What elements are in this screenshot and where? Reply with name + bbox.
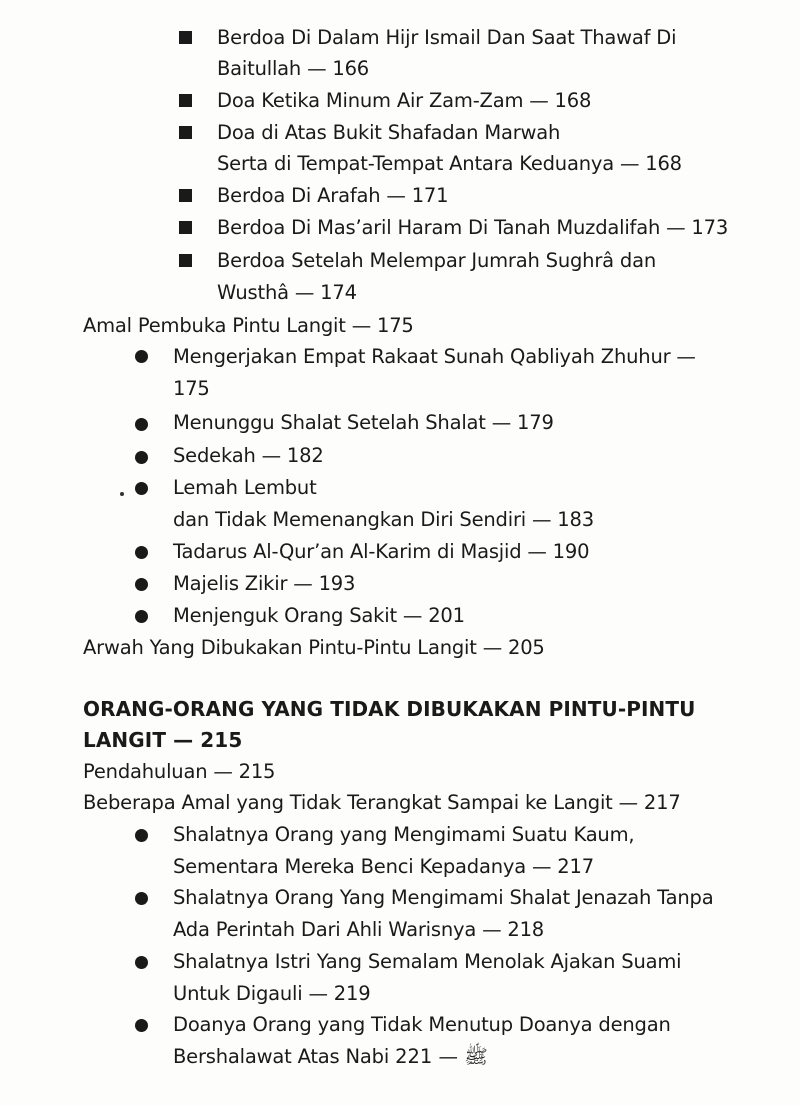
toc-line: Doa Ketika Minum Air Zam-Zam — 168 (217, 89, 592, 112)
square-bullet-icon (179, 221, 192, 234)
toc-line: Sementara Mereka Benci Kepadanya — 217 (173, 855, 594, 878)
square-bullet-icon (179, 126, 192, 139)
square-bullet-icon (179, 31, 192, 44)
toc-line: Berdoa Di Mas’aril Haram Di Tanah Muzdalifah — 173 (217, 216, 729, 239)
toc-line: Lemah Lembut (173, 476, 317, 499)
toc-line: dan Tidak Memenangkan Diri Sendiri — 183 (173, 508, 594, 531)
round-bullet-icon (135, 451, 148, 464)
toc-line: Menunggu Shalat Setelah Shalat — 179 (173, 411, 554, 434)
toc-line: Berdoa Di Arafah — 171 (217, 184, 449, 207)
toc-line: Majelis Zikir — 193 (173, 572, 356, 595)
round-bullet-icon (135, 546, 148, 559)
toc-line: Berdoa Di Dalam Hijr Ismail Dan Saat Thawaf Di (217, 26, 677, 49)
round-bullet-icon (135, 892, 148, 905)
round-bullet-icon (135, 1019, 148, 1032)
round-bullet-icon (135, 418, 148, 431)
toc-line: Ada Perintah Dari Ahli Warisnya — 218 (173, 918, 545, 941)
toc-entry: Pendahuluan — 215 (83, 760, 276, 783)
square-bullet-icon (179, 94, 192, 107)
round-bullet-icon (135, 578, 148, 591)
toc-line: Shalatnya Orang Yang Mengimami Shalat Jenazah Tanpa (173, 886, 714, 909)
square-bullet-icon (179, 254, 192, 267)
toc-line: Shalatnya Orang yang Mengimami Suatu Kaum, (173, 823, 635, 846)
toc-line: Sedekah — 182 (173, 444, 324, 467)
round-bullet-icon (135, 350, 148, 363)
toc-line: Tadarus Al-Qur’an Al-Karim di Masjid — 190 (173, 540, 590, 563)
round-bullet-icon (135, 829, 148, 842)
toc-line: Doa di Atas Bukit Shafadan Marwah (217, 121, 561, 144)
round-bullet-icon (135, 956, 148, 969)
print-speck (120, 492, 124, 496)
toc-line: Bershalawat Atas Nabi ﷺ — 221 (173, 1045, 488, 1068)
toc-line: Shalatnya Istri Yang Semalam Menolak Ajakan Suami (173, 950, 682, 973)
toc-line: 175 (173, 377, 210, 400)
toc-entry: Arwah Yang Dibukakan Pintu-Pintu Langit — 205 (83, 636, 545, 659)
chapter-heading: ORANG-ORANG YANG TIDAK DIBUKAKAN PINTU-PINTU (83, 697, 696, 721)
toc-line: Doanya Orang yang Tidak Menutup Doanya dengan (173, 1013, 671, 1036)
toc-line: Serta di Tempat-Tempat Antara Keduanya — 168 (217, 152, 682, 175)
square-bullet-icon (179, 189, 192, 202)
toc-entry: Amal Pembuka Pintu Langit — 175 (83, 314, 414, 337)
toc-line: Menjenguk Orang Sakit — 201 (173, 604, 465, 627)
toc-line: Untuk Digauli — 219 (173, 982, 371, 1005)
toc-entry: Beberapa Amal yang Tidak Terangkat Sampai ke Langit — 217 (83, 791, 681, 814)
toc-line: Wusthâ — 174 (217, 281, 357, 304)
round-bullet-icon (135, 610, 148, 623)
toc-line: Mengerjakan Empat Rakaat Sunah Qabliyah Zhuhur — (173, 345, 696, 368)
toc-line: Berdoa Setelah Melempar Jumrah Sughrâ dan (217, 249, 656, 272)
toc-line: Baitullah — 166 (217, 57, 370, 80)
round-bullet-icon (135, 482, 148, 495)
chapter-heading: LANGIT — 215 (83, 728, 243, 752)
